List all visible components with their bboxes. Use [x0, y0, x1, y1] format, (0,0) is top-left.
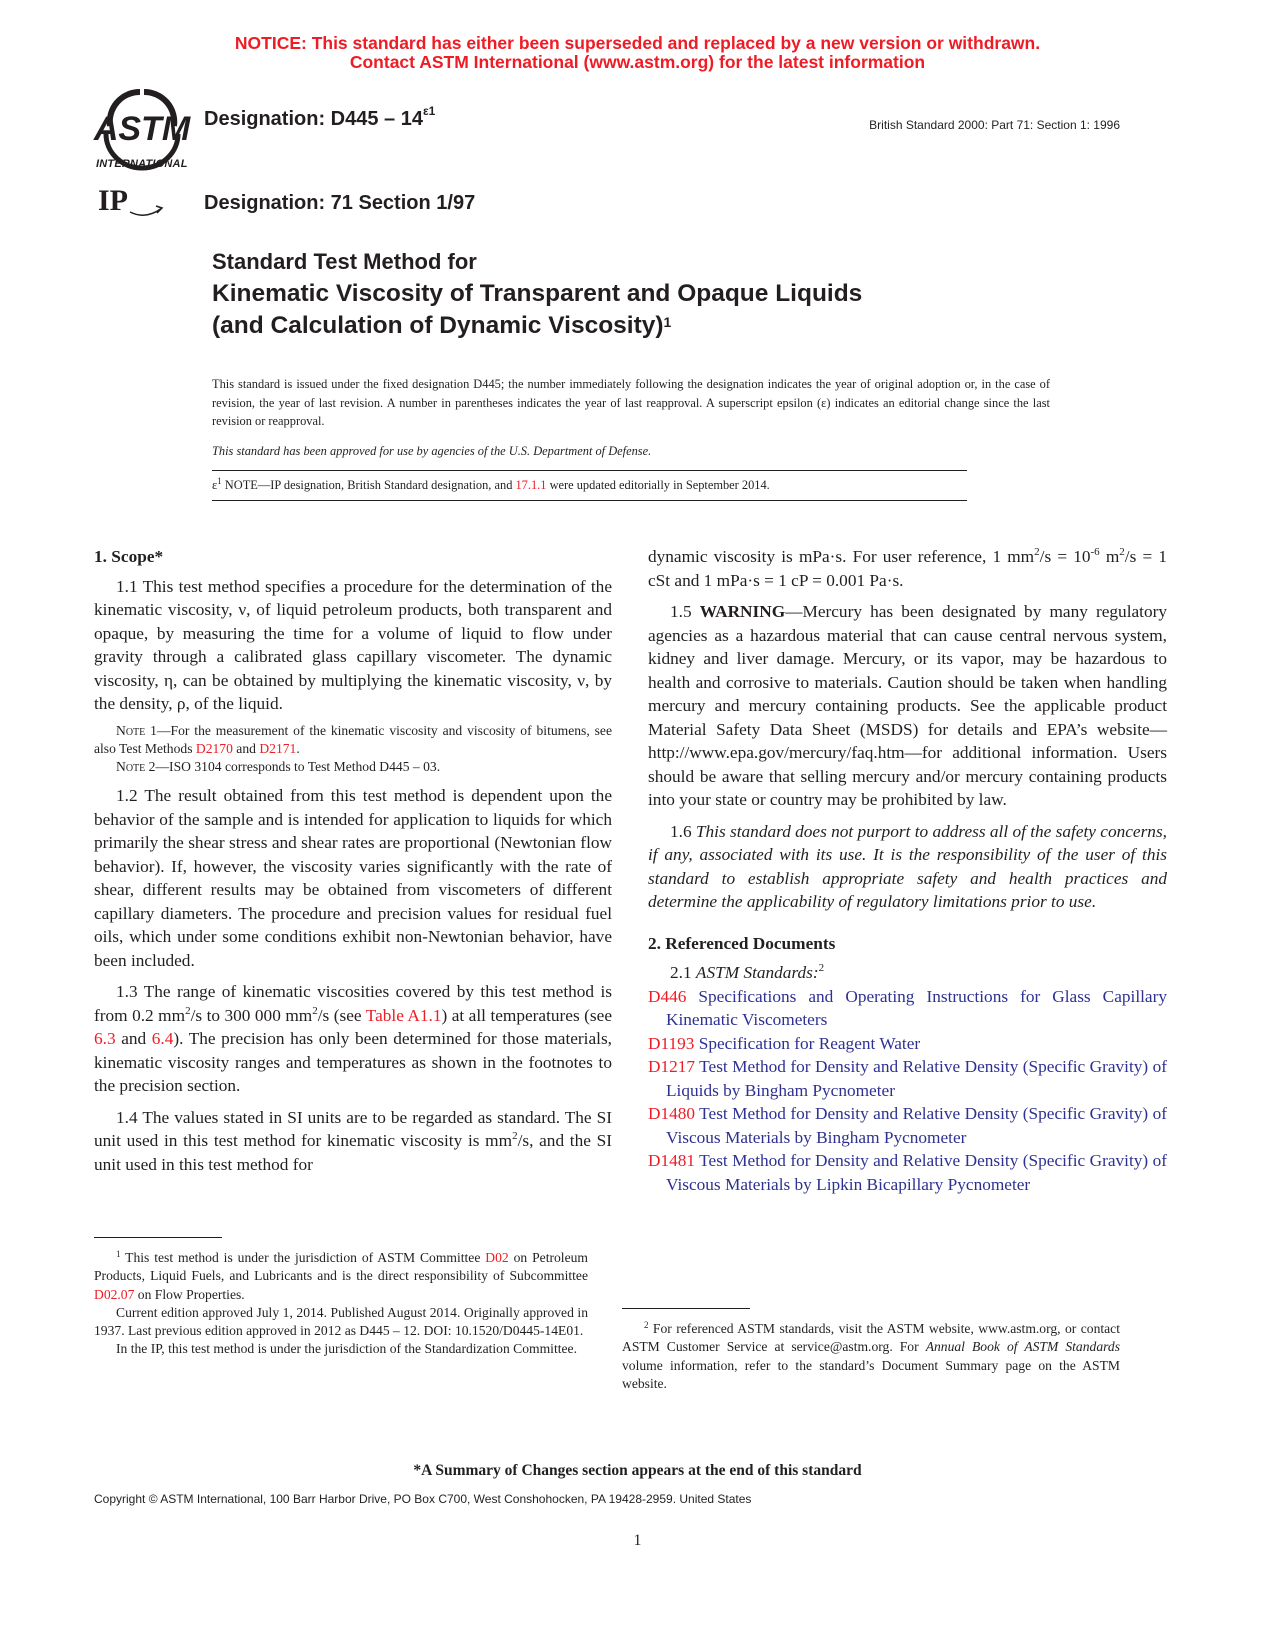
- fn2-text-a: For referenced ASTM standards, visit the ASTM website, www.astm.org, or contact ASTM Customer Service at service@astm.org. For: [622, 1321, 1120, 1355]
- ref-code[interactable]: D1480: [648, 1104, 696, 1123]
- p1-4-cont-d: /s = 1 cSt and 1 mPa·s = 1 cP = 0.001 Pa·s.: [648, 547, 1168, 590]
- p1-3-b: /s to 300 000 mm: [190, 1005, 313, 1025]
- note-1-end: .: [296, 740, 300, 756]
- summary-of-changes-notice: *A Summary of Changes section appears at the end of this standard: [413, 1462, 862, 1479]
- paragraph-1-6: [648, 820, 1167, 914]
- ref-title[interactable]: Test Method for Density and Relative Density (Specific Gravity) of Liquids by Bingham Pycnometer: [666, 1057, 1167, 1100]
- superscript: 2: [512, 1130, 518, 1143]
- paragraph-1-2: 1.2 The result obtained from this test method is dependent upon the behavior of the sample and is intended for application to liquids for which primarily the shear stress and shear rates are proportional (Newtonian flow behavior). If, however, the viscosity varies significantly with the rate of shear, different results may be obtained from viscometers of different capillary diameters. The procedure and precision values for residual fuel oils, which under some conditions exhibit non-Newtonian behavior, have been included.: [94, 786, 612, 970]
- ref-title[interactable]: Specifications and Operating Instructions for Glass Capillary Kinematic Viscometers: [666, 986, 1167, 1029]
- document-title: [212, 246, 862, 342]
- p1-5-text: —Mercury has been designated by many regulatory agencies as a hazardous material that can cause central nervous system, kidney and liver damage. Mercury, or its vapor, may be hazardous to health and corrosive to materials. Caution should be taken when handling mercury and mercury containing products. See the applicable product Material Safety Data Sheet (MSDS) for details and EPA’s website—http://www.epa.gov/mercury/faq.htm—for additional information. Users should be aware that selling mercury and/or mercury containing products into your state or country may be prohibited by law.: [648, 602, 1167, 809]
- ref-code[interactable]: D1217: [648, 1057, 696, 1076]
- divider: [212, 470, 967, 471]
- footnote-2-para: [622, 1320, 1120, 1393]
- page-number: 1: [633, 1532, 642, 1549]
- ref-title[interactable]: Specification for Reagent Water: [694, 1033, 921, 1053]
- ref-item[interactable]: [648, 1149, 1167, 1196]
- superscript: 2: [312, 1004, 318, 1017]
- title-line-3: [212, 310, 862, 342]
- footnote-divider: [94, 1237, 222, 1238]
- note-1-and: and: [232, 740, 260, 756]
- ref-code[interactable]: D446: [648, 986, 687, 1006]
- ref-code[interactable]: D1481: [648, 1151, 696, 1170]
- sub-2-1-text: ASTM Standards:: [695, 963, 819, 982]
- p1-4-b: /s, and the SI unit used in this test method for: [94, 1131, 612, 1174]
- ref-item[interactable]: [648, 985, 1167, 1032]
- fn1-text-c: on Flow Properties.: [134, 1286, 245, 1302]
- divider: [212, 500, 967, 501]
- withdrawal-notice: [0, 34, 1275, 72]
- p1-3-e: and: [115, 1029, 152, 1049]
- ref-title[interactable]: Test Method for Density and Relative Density (Specific Gravity) of Viscous Materials by Bingham Pycnometer: [666, 1104, 1167, 1147]
- british-standard-designation: British Standard 2000: Part 71: Section 1: 1996: [869, 118, 1120, 132]
- fn2-text-b: volume information, refer to the standard’s Document Summary page on the ASTM website.: [622, 1357, 1120, 1391]
- p1-4-cont-a: dynamic viscosity is mPa·s. For user reference, 1 mm: [648, 547, 1035, 566]
- designation-astm: [204, 104, 436, 131]
- ref-code[interactable]: D1193: [648, 1033, 695, 1053]
- link-d2171[interactable]: D2171: [259, 740, 297, 756]
- title-footnote-ref: 1: [663, 314, 672, 330]
- p1-4-cont-c: m: [1099, 547, 1120, 566]
- footnote-mark: 1: [116, 1249, 121, 1259]
- epsilon-note-text-a: NOTE—IP designation, British Standard designation, and: [221, 478, 516, 493]
- fn2-italic: Annual Book of ASTM Standards: [925, 1339, 1120, 1355]
- superscript: -6: [1090, 546, 1100, 558]
- logo-text: ASTM: [93, 110, 191, 148]
- p1-3-d: ) at all temperatures (see: [441, 1005, 612, 1025]
- title-line-1: Standard Test Method for: [212, 249, 477, 274]
- left-column: [94, 545, 612, 1176]
- sub-2-1-num: 2.1: [670, 963, 696, 982]
- subsection-2-1: [648, 961, 1167, 985]
- epsilon-note-text-b: were updated editorially in September 2014.: [546, 478, 770, 493]
- p1-4-cont-b: /s = 10: [1039, 547, 1091, 566]
- footnote-ref-2: 2: [818, 962, 825, 974]
- note-2-text: 2—ISO 3104 corresponds to Test Method D445 – 03.: [145, 759, 441, 775]
- link-17-1-1[interactable]: 17.1.1: [515, 478, 547, 493]
- notice-line-2: Contact ASTM International (www.astm.org) for the latest information: [349, 52, 926, 72]
- footnote-divider: [622, 1308, 750, 1309]
- ref-item[interactable]: [648, 1055, 1167, 1102]
- epsilon-sup: 1: [217, 476, 222, 486]
- footnote-2: [622, 1320, 1120, 1393]
- right-column: [648, 545, 1167, 1196]
- dod-approval-statement: This standard has been approved for use by agencies of the U.S. Department of Defense.: [212, 444, 652, 458]
- footnote-mark: 2: [644, 1320, 649, 1330]
- footnote-1-para-2: Current edition approved July 1, 2014. Published August 2014. Originally approved in 1937. Last previous edition approved in 2012 as D445 – 12. DOI: 10.1520/D0445-14E01.: [94, 1304, 588, 1339]
- p1-4-a: 1.4 The values stated in SI units are to be regarded as standard. The SI unit used in this test method for kinematic viscosity is mm: [94, 1107, 612, 1151]
- ip-logo-text: IP: [98, 184, 128, 217]
- title-line-3-text: (and Calculation of Dynamic Viscosity): [212, 312, 664, 339]
- link-d2170[interactable]: D2170: [195, 740, 233, 756]
- p1-3-f: ). The precision has only been determined for those materials, kinematic viscosity ranges and temperatures as shown in the footnotes to the precision section.: [94, 1029, 612, 1096]
- superscript: 2: [185, 1004, 191, 1017]
- ref-item[interactable]: [648, 1032, 1167, 1056]
- ref-title[interactable]: Test Method for Density and Relative Density (Specific Gravity) of Viscous Materials by Lipkin Bicapillary Pycnometer: [666, 1151, 1167, 1194]
- designation-ip: Designation: 71 Section 1/97: [204, 192, 476, 214]
- link-d02-07[interactable]: D02.07: [94, 1286, 135, 1302]
- link-6-3[interactable]: 6.3: [94, 1029, 116, 1049]
- fn1-text-a: This test method is under the jurisdiction of ASTM Committee: [120, 1250, 486, 1265]
- section-heading-scope: 1. Scope*: [94, 547, 164, 566]
- title-line-2: Kinematic Viscosity of Transparent and Opaque Liquids: [212, 280, 863, 307]
- section-heading-referenced-documents: 2. Referenced Documents: [648, 933, 836, 953]
- epsilon-mark: ε: [212, 478, 218, 493]
- p1-6-text: This standard does not purport to address all of the safety concerns, if any, associated with its use. It is the responsibility of the user of this standard to establish appropriate safety and health practices and determine the applicability of regulatory limitations prior to use.: [648, 821, 1167, 911]
- link-d02[interactable]: D02: [485, 1250, 509, 1265]
- paragraph-1-3: [94, 980, 612, 1098]
- epsilon-note: [212, 476, 770, 493]
- p1-3-c: /s (see: [317, 1005, 366, 1025]
- paragraph-1-5: [648, 600, 1167, 812]
- link-table-a1-1[interactable]: Table A1.1: [365, 1005, 442, 1025]
- logo-subtext: INTERNATIONAL: [96, 158, 188, 170]
- p1-3-a: 1.3 The range of kinematic viscosities covered by this test method is from 0.2 mm: [94, 982, 612, 1025]
- notice-line-1: NOTICE: This standard has either been superseded and replaced by a new version or withdrawn.: [234, 33, 1041, 53]
- footnote-1-para-3: In the IP, this test method is under the jurisdiction of the Standardization Committee.: [116, 1341, 577, 1357]
- link-6-4[interactable]: 6.4: [151, 1029, 174, 1049]
- designation-epsilon: ε1: [422, 104, 436, 118]
- ip-logo-icon: [96, 182, 166, 218]
- designation-astm-text: Designation: D445 – 14: [204, 108, 423, 130]
- p1-5-num: 1.5: [670, 602, 700, 621]
- paragraph-1-4-continued: [648, 545, 1167, 592]
- note-2: [94, 758, 612, 776]
- paragraph-1-4: [94, 1106, 612, 1177]
- paragraph-1-1: 1.1 This test method specifies a procedure for the determination of the kinematic viscosity, ν, of liquid petroleum products, both transparent and opaque, by measuring the time for a volume of liquid to flow under gravity through a calibrated glass capillary viscometer. The dynamic viscosity, η, can be obtained by multiplying the kinematic viscosity, ν, by the density, ρ, of the liquid.: [94, 576, 612, 713]
- note-1-text: 1—For the measurement of the kinematic viscosity and viscosity of bitumens, see also Test Methods: [94, 722, 612, 756]
- superscript: 2: [1119, 546, 1125, 558]
- note-label: Note: [116, 722, 146, 738]
- footnote-1: [94, 1249, 588, 1359]
- superscript: 2: [1034, 546, 1040, 558]
- p1-6-num: 1.6: [670, 821, 696, 841]
- note-1: [94, 722, 612, 759]
- footnote-1-para-1: [94, 1249, 588, 1304]
- ref-item[interactable]: [648, 1102, 1167, 1149]
- warning-label: WARNING: [699, 602, 786, 621]
- issuance-statement: This standard is issued under the fixed designation D445; the number immediately following the designation indicates the year of original adoption or, in the case of revision, the year of last revision. A number in parentheses indicates the year of last reapproval. A superscript epsilon (ε) indicates an editorial change since the last revision or reapproval.: [212, 377, 1050, 428]
- fn1-text-b: on Petroleum Products, Liquid Fuels, and Lubricants and is the direct responsibility of Subcommittee: [94, 1250, 588, 1284]
- copyright: Copyright © ASTM International, 100 Barr Harbor Drive, PO Box C700, West Conshohocken, PA 19428-2959. United States: [94, 1492, 752, 1506]
- note-label: Note: [116, 759, 146, 775]
